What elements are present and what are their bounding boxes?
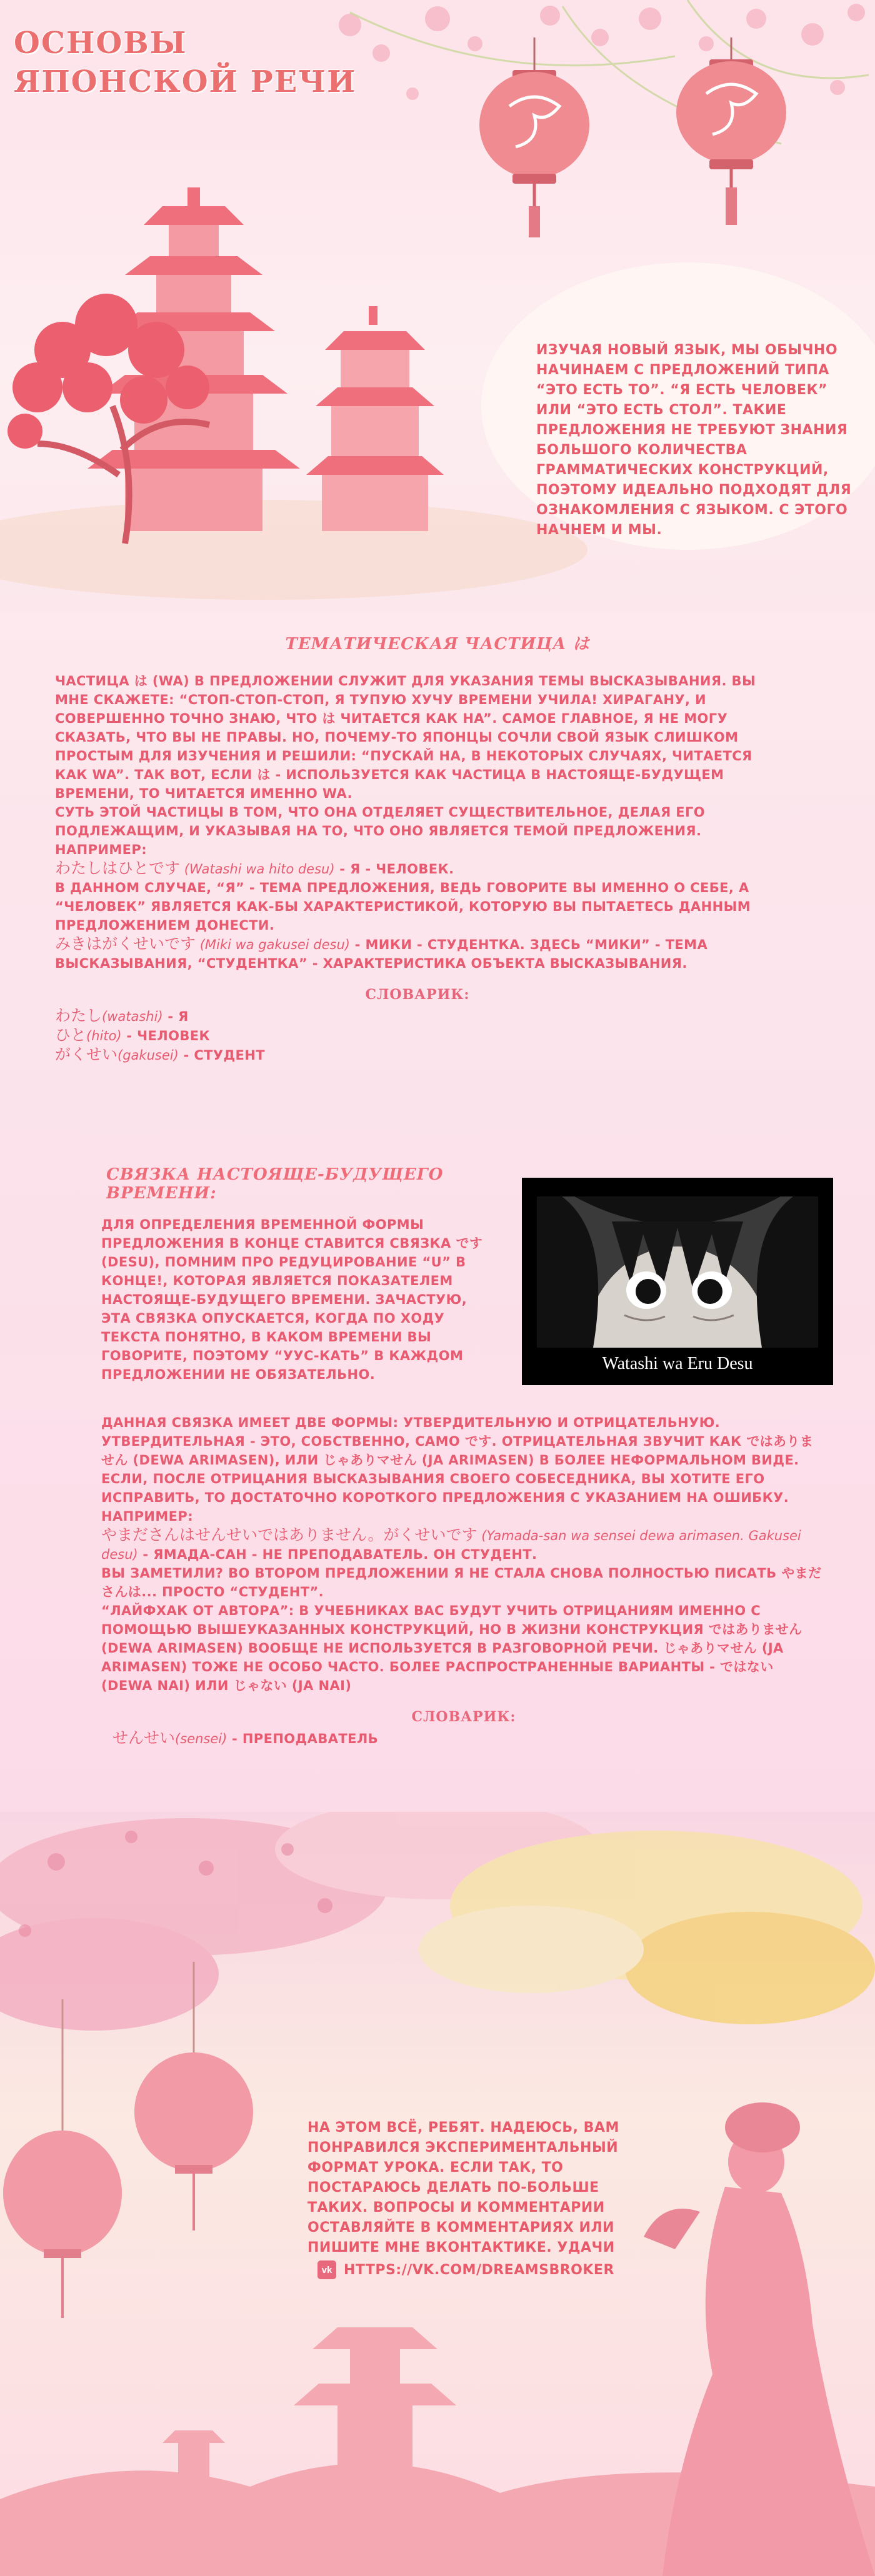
vocab-list [55, 1007, 780, 1065]
example-sentence [101, 1526, 826, 1564]
example-japanese: わたしはひとです [55, 859, 181, 877]
vocab-item [55, 1026, 780, 1045]
section-title-copula: СВЯЗКА НАСТОЯЩЕ-БУДУЩЕГО ВРЕМЕНИ: [106, 1165, 444, 1203]
vocab-japanese: がくせい [55, 1045, 118, 1063]
paragraph: СУТЬ ЭТОЙ ЧАСТИЦЫ В ТОМ, ЧТО ОНА ОТДЕЛЯЕТ СУЩЕСТВИТЕЛЬНОЕ, ДЕЛАЯ ЕГО ПОДЛЕЖАЩИМ, И УКАЗЫВАЯ НА ТО, ЧТО ОНО ЯВЛЯЕТСЯ ТЕМОЙ ПРЕДЛОЖЕНИЯ. [55, 805, 706, 838]
example-label: НАПРИМЕР: [101, 1509, 194, 1524]
paragraph: ВЫ ЗАМЕТИЛИ? ВО ВТОРОМ ПРЕДЛОЖЕНИИ Я НЕ СТАЛА СНОВА ПОЛНОСТЬЮ ПИСАТЬ やまださんは... ПРОСТО “СТУДЕНТ”. [101, 1566, 822, 1599]
lantern-left-icon [479, 37, 589, 237]
vocab-romaji: (gakusei) [118, 1048, 179, 1063]
vocab-romaji: (hito) [86, 1028, 122, 1043]
vk-icon: vk [318, 2260, 336, 2279]
vocab-item [112, 1729, 826, 1748]
geisha-silhouette-icon [644, 2102, 875, 2576]
intro-text: ИЗУЧАЯ НОВЫЙ ЯЗЫК, МЫ ОБЫЧНО НАЧИНАЕМ С ПРЕДЛОЖЕНИЙ ТИПА “ЭТО ЕСТЬ ТО”. “Я ЕСТЬ ЧЕЛОВЕК” ИЛИ “ЭТО ЕСТЬ СТОЛ”. ТАКИЕ ПРЕДЛОЖЕНИЯ НЕ ТРЕБУЮТ ЗНАНИЯ БОЛЬШОГО КОЛИЧЕСТВА ГРАММАТИЧЕСКИХ КОНСТРУКЦИЙ, ПОЭТОМУ ИДЕАЛЬНО ПОДХОДЯТ ДЛЯ ОЗНАКОМЛЕНИЯ С ЯЗЫКОМ. С ЭТОГО НАЧНЕМ И МЫ. [536, 342, 852, 538]
example-romaji: (Yamada-san wa sensei dewa arimasen. Gakusei desu) [101, 1528, 801, 1562]
example-translation: - МИКИ - СТУДЕНТКА. ЗДЕСЬ “МИКИ” - ТЕМА ВЫСКАЗЫВАНИЯ, “СТУДЕНТКА” - ХАРАКТЕРИСТИКА ОБЪЕКТА ВЫСКАЗЫВАНИЯ. [55, 937, 708, 971]
example-romaji: (Watashi wa hito desu) [180, 862, 335, 877]
lantern-right-icon [676, 37, 786, 225]
vk-link[interactable]: HTTPS://VK.COM/DREAMSBROKER [344, 2262, 614, 2278]
example-translation: - ЯМАДА-САН - НЕ ПРЕПОДАВАТЕЛЬ. ОН СТУДЕНТ. [138, 1547, 538, 1562]
paragraph: ДАННАЯ СВЯЗКА ИМЕЕТ ДВЕ ФОРМЫ: УТВЕРДИТЕЛЬНУЮ И ОТРИЦАТЕЛЬНУЮ. УТВЕРДИТЕЛЬНАЯ - ЭТО, СОБСТВЕННО, САМО です. ОТРИЦАТЕЛЬНАЯ ЗВУЧИТ КАК ではありません (DEWA ARIMASEN), ИЛИ じゃありマせん (JA ARIMASEN) В БОЛЕЕ НЕФОРМАЛЬНОМ ВИДЕ. ЕСЛИ, ПОСЛЕ ОТРИЦАНИЯ ВЫСКАЗЫВАНИЯ СВОЕГО СОБЕСЕДНИКА, ВЫ ХОТИТЕ ЕГО ИСПРАВИТЬ, ТО ДОСТАТОЧНО КОРОТКОГО ПРЕДЛОЖЕНИЯ С УКАЗАНИЕМ НА ОШИБКУ. [101, 1415, 814, 1505]
vocab-romaji: (sensei) [175, 1731, 228, 1746]
image-caption: Watashi wa Eru Desu [602, 1354, 753, 1373]
example-translation: - Я - ЧЕЛОВЕК. [334, 862, 454, 877]
vocab-japanese: わたし [55, 1007, 102, 1025]
example-japanese: みきはがくせいです [55, 935, 196, 953]
paragraph: “ЛАЙФХАК ОТ АВТОРА”: В УЧЕБНИКАХ ВАС БУДУТ УЧИТЬ ОТРИЦАНИЯМ ИМЕННО С ПОМОЩЬЮ ВЫШЕУКАЗАННЫХ КОНСТРУКЦИЙ, НО В ЖИЗНИ КОНСТРУКЦИЯ ではありません (DEWA ARIMASEN) ВООБЩЕ НЕ ИСПОЛЬЗУЕТСЯ В РАЗГОВОРНОЙ РЕЧИ. じゃありマせん (JA ARIMASEN) ТОЖЕ НЕ ОСОБО ЧАСТО. БОЛЕЕ РАСПРОСТРАНЕННЫЕ ВАРИАНТЫ - ではない (DEWA NAI) ИЛИ じゃない (JA NAI) [101, 1603, 802, 1693]
outro-text: НА ЭТОМ ВСЁ, РЕБЯТ. НАДЕЮСЬ, ВАМ ПОНРАВИЛСЯ ЭКСПЕРИМЕНТАЛЬНЫЙ ФОРМАТ УРОКА. ЕСЛИ ТАК, ТО ПОСТАРАЮСЬ ДЕЛАТЬ ПО-БОЛЬШЕ ТАКИХ. ВОПРОСЫ И КОММЕНТАРИИ ОСТАВЛЯЙТЕ В КОММЕНТАРИЯХ ИЛИ ПИШИТЕ МНЕ ВКОНТАКТИКЕ. УДАЧИ [308, 2120, 619, 2255]
section-title-particle: ТЕМАТИЧЕСКАЯ ЧАСТИЦА は [285, 635, 590, 654]
vocab-romaji: (watashi) [102, 1009, 163, 1024]
vocab-item [55, 1007, 780, 1026]
vk-contact [318, 2260, 614, 2279]
anime-screenshot [522, 1178, 833, 1385]
pagoda-icon [88, 187, 300, 531]
character-portrait-icon [537, 1196, 818, 1348]
example-sentence [55, 859, 780, 878]
lantern-icon [3, 1999, 122, 2318]
example-sentence [55, 935, 780, 973]
vocab-translation: - СТУДЕНТ [178, 1048, 265, 1063]
example-romaji: (Miki wa gakusei desu) [196, 937, 350, 952]
page-title: ОСНОВЫ ЯПОНСКОЙ РЕЧИ [14, 26, 357, 99]
example-label: НАПРИМЕР: [55, 842, 148, 857]
vocab-japanese: ひと [55, 1026, 87, 1044]
vocab-item [55, 1045, 780, 1065]
example-japanese: やまださんはせんせいではありません。がくせいです [101, 1526, 478, 1544]
section-particle-body [55, 672, 780, 1065]
paragraph: ЧАСТИЦА は (WA) В ПРЕДЛОЖЕНИИ СЛУЖИТ ДЛЯ УКАЗАНИЯ ТЕМЫ ВЫСКАЗЫВАНИЯ. ВЫ МНЕ СКАЖЕТЕ: “СТОП-СТОП-СТОП, Я ТУПУЮ ХУЧУ ВРЕМЕНИ УЧИЛА! ХИРАГАНУ, И СОВЕРШЕННО ТОЧНО ЗНАЮ, ЧТО は ЧИТАЕТСЯ КАК HA”. САМОЕ ГЛАВНОЕ, Я НЕ МОГУ СКАЗАТЬ, ЧТО ВЫ НЕ ПРАВЫ. НО, ПОЧЕМУ-ТО ЯПОНЦЫ СОЧЛИ СВОЙ ЯЗЫК СЛИШКОМ ПРОСТЫМ ДЛЯ ИЗУЧЕНИЯ И РЕШИЛИ: “ПУСКАЙ HA, В НЕКОТОРЫХ СЛУЧАЯХ, ЧИТАЕТСЯ КАК WA”. ТАК ВОТ, ЕСЛИ は - ИСПОЛЬЗУЕТСЯ КАК ЧАСТИЦА В НАСТОЯЩЕ-БУДУЩЕМ ВРЕМЕНИ, ТО ЧИТАЕТСЯ ИМЕННО WA. [55, 674, 756, 801]
vocab-translation: - Я [162, 1009, 189, 1024]
vocab-japanese: せんせい [112, 1729, 176, 1747]
section-copula-intro [101, 1215, 495, 1384]
section-copula-body [101, 1413, 826, 1748]
vocab-translation: - ПРЕПОДАВАТЕЛЬ [227, 1731, 379, 1746]
vocab-translation: - ЧЕЛОВЕК [121, 1028, 211, 1043]
paragraph: В ДАННОМ СЛУЧАЕ, “Я” - ТЕМА ПРЕДЛОЖЕНИЯ, ВЕДЬ ГОВОРИТЕ ВЫ ИМЕННО О СЕБЕ, А “ЧЕЛОВЕК” ЯВЛЯЕТСЯ КАК-БЫ ХАРАКТЕРИСТИКОЙ, КОТОРУЮ ВЫ ПЫТАЕТЕСЬ ДАННЫМ ПРЕДЛОЖЕНИЕМ ДОНЕСТИ. [55, 880, 751, 933]
vocab-title: СЛОВАРИК: [411, 1709, 516, 1725]
vocab-list [101, 1729, 826, 1748]
anime-still-image [537, 1196, 818, 1348]
paragraph: ДЛЯ ОПРЕДЕЛЕНИЯ ВРЕМЕННОЙ ФОРМЫ ПРЕДЛОЖЕНИЯ В КОНЦЕ СТАВИТСЯ СВЯЗКА です (DESU), ПОМНИМ ПРО РЕДУЦИРОВАНИЕ “U” В КОНЦЕ!, КОТОРАЯ ЯВЛЯЕТСЯ ПОКАЗАТЕЛЕМ НАСТОЯЩЕ-БУДУЩЕГО ВРЕМЕНИ. ЗАЧАСТУЮ, ЭТА СВЯЗКА ОПУСКАЕТСЯ, КОГДА ПО ХОДУ ТЕКСТА ПОНЯТНО, В КАКОМ ВРЕМЕНИ ВЫ ГОВОРИТЕ, ПОЭТОМУ “УУС-КАТЬ” В КАЖДОМ ПРЕДЛОЖЕНИИ НЕ ОБЯЗАТЕЛЬНО. [101, 1217, 483, 1382]
vocab-title: СЛОВАРИК: [365, 987, 470, 1003]
